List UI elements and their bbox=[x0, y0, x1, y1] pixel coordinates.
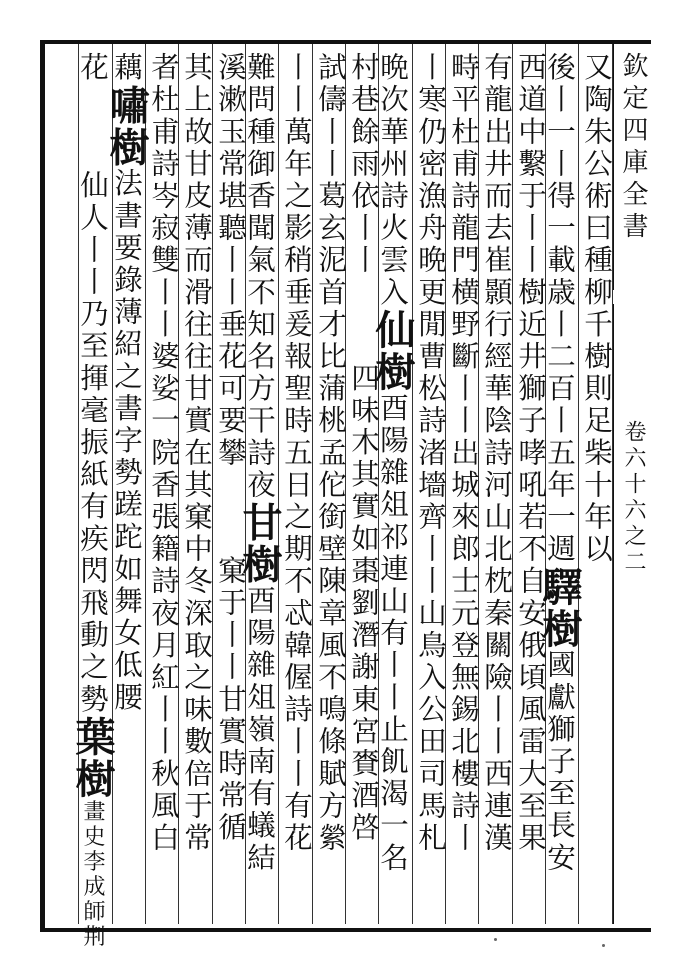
text-column-10 bbox=[279, 52, 313, 855]
entry-heading: 葉樹 bbox=[69, 715, 116, 800]
column-text: 又陶朱公術曰種柳千樹則足柴十年以 bbox=[580, 52, 613, 566]
column-text-continued: 酉陽雜俎嶺南有蟻結 bbox=[243, 585, 276, 875]
column-text: 溪漱玉常堪聽丨丨垂花可要攀 bbox=[214, 52, 247, 470]
text-column-16 bbox=[69, 52, 116, 950]
column-text: 有龍出井而去崔顥行經華陰詩河山北枕秦關險丨丨西連漢 bbox=[480, 52, 513, 855]
scan-speck bbox=[602, 944, 605, 947]
text-column-14 bbox=[146, 52, 180, 855]
scan-speck bbox=[494, 938, 497, 941]
column-text: 丨丨萬年之影稍垂爰報聖時五日之期不忒韓偓詩丨丨有花 bbox=[280, 52, 313, 855]
column-text-continued: 四味木其實如棗劉潛謝東宮賚酒啓 bbox=[347, 362, 380, 845]
column-text: 晩次華州詩火雲入 bbox=[376, 52, 409, 309]
entry-heading: 驛樹 bbox=[536, 565, 583, 650]
column-text: 西道中繫于丨丨樹近井獅子哮吼若不自安俄頃風雷大至果 bbox=[514, 52, 547, 855]
column-text-continued: 酉陽雜俎祁連山有丨丨止飢渴一名 bbox=[376, 392, 409, 875]
text-column-1 bbox=[579, 52, 613, 566]
column-text: 花 bbox=[76, 52, 109, 85]
book-title: 欽定四庫全書 bbox=[618, 52, 648, 244]
text-column-8 bbox=[346, 52, 380, 844]
column-text-continued: 法書要錄薄紹之書字勢蹉跎如舞女低腰 bbox=[110, 168, 143, 714]
text-column-7 bbox=[369, 52, 416, 875]
text-column-11 bbox=[236, 52, 283, 875]
text-column-12 bbox=[213, 52, 247, 844]
entry-heading: 仙樹 bbox=[369, 308, 416, 393]
header-divider bbox=[610, 290, 650, 304]
column-text: 丨寒仍密漁舟晩更閒曹松詩渚墻齊丨丨山鳥入公田司馬札 bbox=[414, 52, 447, 855]
entry-heading: 嘯樹 bbox=[103, 84, 150, 169]
text-column-6 bbox=[413, 52, 447, 855]
text-column-13 bbox=[179, 52, 213, 855]
column-text: 藕 bbox=[110, 52, 143, 85]
text-column-15 bbox=[103, 52, 150, 714]
column-text: 畤平杜甫詩龍門横野斷丨丨出城來郎士元登無錫北樓詩丨 bbox=[447, 52, 480, 855]
text-column-9 bbox=[313, 52, 347, 855]
column-text: 其上故甘皮薄而滑往往甘實在其窠中冬深取之味數倍于常 bbox=[180, 52, 213, 855]
column-text-continued: 國獻獅子至長安 bbox=[543, 649, 576, 875]
entry-heading: 甘樹 bbox=[236, 501, 283, 586]
column-text: 難問種御香聞氣不知名方干詩夜 bbox=[243, 52, 276, 502]
column-text-continued: 仙人丨丨乃至揮毫振紙有疾閃飛動之勢 bbox=[76, 170, 109, 716]
text-column-4 bbox=[479, 52, 513, 855]
column-text: 後丨一丨得一載歳丨二百丨五年一週 bbox=[543, 52, 576, 566]
column-text: 者杜甫詩岑寂雙丨丨婆娑一院香張籍詩夜月紅丨丨秋風白 bbox=[147, 52, 180, 855]
column-text: 村巷餘雨依丨丨 bbox=[347, 52, 380, 277]
column-text-tail: 畫史李成師荆 bbox=[80, 799, 105, 950]
text-column-2 bbox=[536, 52, 583, 875]
column-text: 試儔丨丨葛玄泥首才比蒲桃孟佗銜壁陳章風不鳴條賦方縈 bbox=[314, 52, 347, 855]
volume-label: 卷六十六之二 bbox=[621, 420, 646, 576]
text-column-3 bbox=[513, 52, 547, 855]
text-column-5 bbox=[446, 52, 480, 855]
column-text-continued: 窠于丨丨甘實時常循 bbox=[214, 555, 247, 845]
